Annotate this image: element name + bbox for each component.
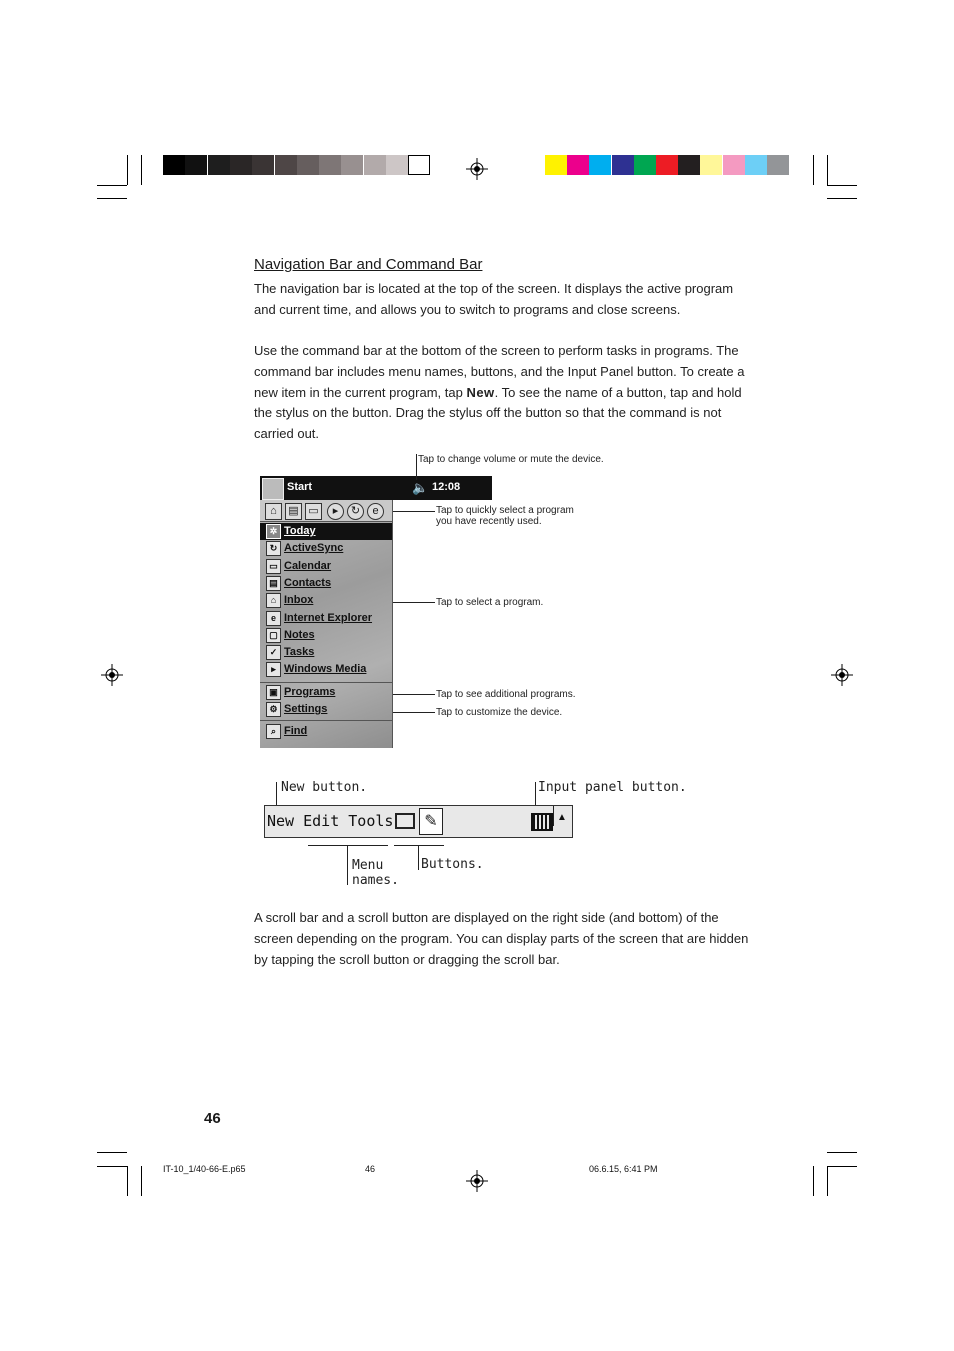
crop-mark: [97, 185, 127, 186]
crop-mark: [827, 1152, 857, 1153]
menu-item-label: Programs: [284, 686, 336, 698]
registration-mark-icon: [466, 1170, 488, 1192]
callout-text: you have recently used.: [436, 516, 542, 527]
media-icon[interactable]: ▸: [327, 503, 344, 520]
color-swatch: [545, 155, 567, 175]
label-text: Menu: [352, 858, 384, 873]
crop-mark: [141, 155, 142, 185]
contacts-icon: ▤: [266, 576, 281, 591]
callout-line: [416, 454, 417, 480]
menu-item-label: ActiveSync: [284, 542, 344, 555]
callout-line: [418, 845, 419, 870]
clock-time: 12:08: [432, 481, 461, 493]
menu-item-label: Contacts: [284, 576, 332, 589]
navigation-bar: [260, 476, 492, 500]
recent-programs-bar: [260, 500, 392, 522]
gray-swatch: [364, 155, 386, 175]
keyboard-icon[interactable]: [531, 813, 553, 831]
gray-swatch: [163, 155, 185, 175]
color-swatch: [767, 155, 789, 175]
menu-item-label: Notes: [284, 628, 315, 641]
label-text: names.: [352, 873, 399, 888]
callout-line: [393, 602, 435, 603]
color-swatch: [678, 155, 700, 175]
menu-item-label: Today: [284, 525, 316, 537]
crop-mark: [127, 1166, 128, 1196]
menu-item-inbox[interactable]: [260, 592, 392, 609]
menu-item-label: Settings: [284, 703, 328, 715]
menu-item-windows-media[interactable]: [260, 661, 392, 678]
new-keyword: New: [466, 384, 495, 400]
callout-line: [394, 845, 444, 846]
menu-item-label: Internet Explorer: [284, 611, 373, 624]
color-swatch: [634, 155, 656, 175]
color-swatch: [700, 155, 722, 175]
paragraph-command-bar: [254, 341, 754, 445]
menu-item-label: Inbox: [284, 594, 314, 607]
color-swatch: [612, 155, 634, 175]
keyboard-toggle-icon[interactable]: [395, 813, 415, 829]
gray-swatch: [319, 155, 341, 175]
start-menu-screenshot: [259, 450, 619, 750]
callout-select: Tap to select a program.: [436, 597, 544, 608]
registration-mark-icon: [831, 664, 853, 686]
registration-mark-icon: [101, 664, 123, 686]
paragraph-scroll-bar: A scroll bar and a scroll button are displayed on the right side (and bottom) of the screen depending on the program. You can display parts of the screen that are hidden by tapping the scroll button or dragging the scroll bar.: [254, 910, 749, 967]
color-swatch: [745, 155, 767, 175]
gray-swatch: [297, 155, 319, 175]
windows-media-icon: ▸: [266, 662, 281, 677]
gray-swatch: [208, 155, 230, 175]
paragraph-navigation-bar: The navigation bar is located at the top of the screen. It displays the active program and current time, and allows you to switch to programs and close screens.: [254, 281, 734, 317]
menu-separator: [260, 682, 392, 683]
crop-mark: [813, 1166, 814, 1196]
calendar-icon: ▭: [266, 559, 281, 574]
color-swatch: [656, 155, 678, 175]
buttons-label: Buttons.: [421, 857, 484, 872]
crop-mark: [827, 185, 857, 186]
menu-item-find[interactable]: [260, 723, 392, 740]
crop-mark: [97, 1166, 127, 1167]
menu-item-tasks[interactable]: [260, 644, 392, 661]
menu-item-settings[interactable]: [260, 701, 392, 718]
menu-names-label: [352, 858, 399, 888]
gray-swatch: [341, 155, 363, 175]
internet-explorer-icon[interactable]: e: [367, 503, 384, 520]
footer-date: 06.6.15, 6:41 PM: [589, 1164, 658, 1174]
gray-swatch: [386, 155, 408, 175]
callout-programs: Tap to see additional programs.: [436, 689, 576, 700]
color-swatch: [723, 155, 745, 175]
input-panel-label: Input panel button.: [538, 780, 687, 795]
crop-mark: [141, 1166, 142, 1196]
menu-item-label: Tasks: [284, 646, 315, 659]
callout-line: [393, 694, 435, 695]
registration-mark-icon: [466, 158, 488, 180]
crop-mark: [827, 155, 828, 185]
crop-mark: [827, 198, 857, 199]
callout-volume: Tap to change volume or mute the device.: [418, 454, 604, 465]
settings-icon: ⚙: [266, 702, 281, 717]
crop-mark: [97, 198, 127, 199]
page-number: 46: [204, 1110, 221, 1127]
command-bar: [264, 805, 573, 838]
programs-icon: ▣: [266, 685, 281, 700]
gray-swatch: [408, 155, 430, 175]
pen-icon[interactable]: ✎: [419, 808, 443, 835]
divider: [553, 806, 554, 826]
callout-line: [393, 712, 435, 713]
menu-item-label: Windows Media: [284, 663, 367, 676]
find-icon: ⌕: [266, 724, 281, 739]
paragraph-text: Use the command bar at the bottom of the screen to perform tasks in programs. The command bar includes menu names, buttons, and the Input Panel button. To create a new item in the current program, tap: [254, 343, 745, 400]
internet-explorer-icon: e: [266, 611, 281, 626]
gray-swatch: [185, 155, 207, 175]
new-button-label: New button.: [281, 780, 368, 795]
crop-mark: [827, 1166, 857, 1167]
menu-item-label: Calendar: [284, 559, 332, 572]
arrow-up-icon[interactable]: ▲: [557, 812, 567, 823]
paragraph-text: . To see the name of a button, tap and hold the stylus on the button. Drag the stylus off the button so that the command is not carried out.: [254, 384, 742, 442]
menu-item-label: Find: [284, 725, 308, 737]
callout-line: [347, 845, 348, 885]
menu-item-internet-explorer[interactable]: [260, 610, 392, 627]
callout-recent: [436, 505, 574, 527]
crop-mark: [127, 155, 128, 185]
color-swatch: [589, 155, 611, 175]
today-icon: ✲: [266, 524, 281, 539]
tasks-icon: ✓: [266, 645, 281, 660]
crop-mark: [97, 1152, 127, 1153]
menu-item-notes[interactable]: [260, 627, 392, 644]
crop-mark: [813, 155, 814, 185]
color-swatch: [567, 155, 589, 175]
activesync-icon[interactable]: ↻: [347, 503, 364, 520]
menu-item-contacts[interactable]: [260, 575, 392, 592]
gray-swatch: [252, 155, 274, 175]
gray-swatch: [230, 155, 252, 175]
callout-line: [308, 845, 388, 846]
gray-swatch: [275, 155, 297, 175]
callout-line: [393, 511, 435, 512]
callout-settings: Tap to customize the device.: [436, 707, 563, 718]
menu-item-programs[interactable]: [260, 684, 392, 701]
activesync-icon: ↻: [266, 541, 281, 556]
contacts-icon[interactable]: ▤: [285, 503, 302, 520]
speaker-icon[interactable]: 🔈: [412, 480, 429, 495]
menu-names[interactable]: New Edit Tools: [267, 812, 394, 830]
calendar-icon[interactable]: ▭: [305, 503, 322, 520]
menu-item-calendar[interactable]: [260, 558, 392, 575]
section-heading: Navigation Bar and Command Bar: [254, 256, 483, 273]
today-icon[interactable]: ⌂: [265, 503, 282, 520]
inbox-icon: ⌂: [266, 593, 281, 608]
crop-mark: [827, 1166, 828, 1196]
menu-item-activesync[interactable]: [260, 540, 392, 557]
start-label[interactable]: Start: [287, 481, 313, 493]
menu-item-today[interactable]: [260, 523, 392, 540]
windows-logo-icon[interactable]: [262, 478, 284, 500]
footer-file: IT-10_1/40-66-E.p65: [163, 1164, 246, 1174]
footer-page: 46: [365, 1164, 376, 1174]
notes-icon: ▢: [266, 628, 281, 643]
callout-text: Tap to quickly select a program: [436, 505, 574, 516]
menu-separator: [260, 720, 392, 721]
start-menu: [260, 500, 393, 748]
